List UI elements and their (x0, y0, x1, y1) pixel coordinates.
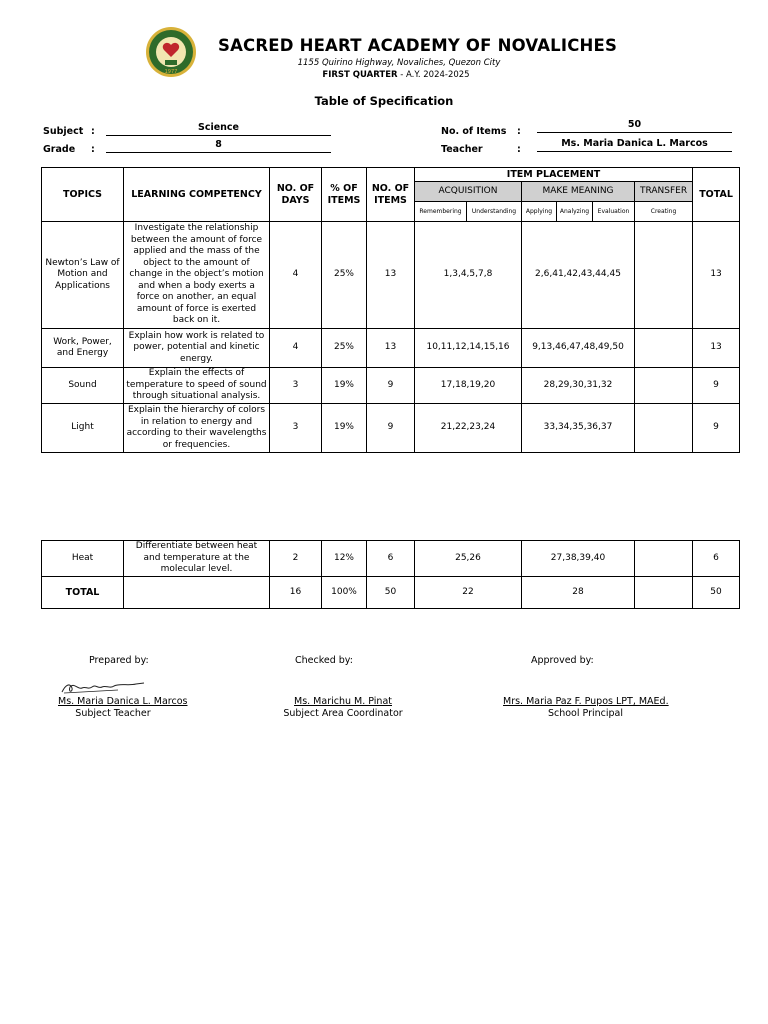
row-acquisition: 1,3,4,5,7,8 (415, 222, 522, 329)
header-topics: TOPICS (42, 168, 124, 222)
row-topic: Newton’s Law of Motion and Applications (42, 222, 124, 329)
header-creating: Creating (635, 202, 693, 222)
row-make-meaning: 2,6,41,42,43,44,45 (522, 222, 635, 329)
prepared-by-role: Subject Teacher (75, 708, 151, 719)
header-remembering: Remembering (415, 202, 467, 222)
school-address: 1155 Quirino Highway, Novaliches, Quezon City (297, 58, 501, 68)
row-topic: Work, Power, and Energy (42, 329, 124, 368)
row-items: 6 (367, 541, 415, 577)
approved-by-name: Mrs. Maria Paz F. Pupos LPT, MAEd. (503, 696, 669, 707)
totals-items: 50 (367, 577, 415, 609)
grade-colon: : (91, 144, 95, 155)
row-competency: Investigate the relationship between the amount of force applied and the mass of the object to the amount of change in the object’s motion and when a body exerts a force on another, an equal amount of force is exerted back on it. (124, 222, 270, 329)
header-item-placement: ITEM PLACEMENT (415, 168, 693, 182)
row-make-meaning: 28,29,30,31,32 (522, 368, 635, 404)
totals-row (42, 577, 740, 609)
row-competency: Explain the hierarchy of colors in relation to energy and according to their wavelengths or frequencies. (124, 404, 270, 453)
row-items: 9 (367, 368, 415, 404)
row-transfer (635, 329, 693, 368)
table-row (42, 329, 740, 368)
row-competency: Explain the effects of temperature to speed of sound through situational analysis. (124, 368, 270, 404)
totals-label: TOTAL (42, 577, 124, 609)
row-total: 9 (693, 404, 740, 453)
checked-by-name: Ms. Marichu M. Pinat (294, 696, 392, 707)
row-make-meaning: 33,34,35,36,37 (522, 404, 635, 453)
row-acquisition: 10,11,12,14,15,16 (415, 329, 522, 368)
header-items: NO. OF ITEMS (367, 168, 415, 222)
header-make-meaning: MAKE MEANING (522, 182, 635, 202)
row-transfer (635, 404, 693, 453)
grade-value: 8 (106, 139, 331, 153)
header-understanding: Understanding (467, 202, 522, 222)
teacher-colon: : (517, 144, 521, 155)
header-days: NO. OF DAYS (270, 168, 322, 222)
totals-acquisition: 22 (415, 577, 522, 609)
row-transfer (635, 541, 693, 577)
row-total: 13 (693, 329, 740, 368)
row-total: 9 (693, 368, 740, 404)
quarter-label: FIRST QUARTER (322, 70, 398, 80)
row-total: 6 (693, 541, 740, 577)
row-items: 9 (367, 404, 415, 453)
items-value: 50 (537, 119, 732, 133)
specification-table (41, 167, 740, 453)
subject-value: Science (106, 122, 331, 136)
items-label: No. of Items (441, 126, 507, 137)
row-items: 13 (367, 222, 415, 329)
table-row (42, 541, 740, 577)
row-days: 4 (270, 329, 322, 368)
header-competency: LEARNING COMPETENCY (124, 168, 270, 222)
header-evaluation: Evaluation (593, 202, 635, 222)
teacher-label: Teacher (441, 144, 483, 155)
header-transfer: TRANSFER (635, 182, 693, 202)
row-days: 2 (270, 541, 322, 577)
teacher-value: Ms. Maria Danica L. Marcos (537, 138, 732, 152)
row-percent: 25% (322, 222, 367, 329)
row-acquisition: 21,22,23,24 (415, 404, 522, 453)
prepared-by-name: Ms. Maria Danica L. Marcos (58, 696, 188, 707)
document-title: Table of Specification (314, 94, 454, 108)
quarter-line (0, 70, 768, 80)
subject-label: Subject (43, 126, 84, 137)
row-make-meaning: 9,13,46,47,48,49,50 (522, 329, 635, 368)
row-competency: Explain how work is related to power, potential and kinetic energy. (124, 329, 270, 368)
subject-colon: : (91, 126, 95, 137)
header-total: TOTAL (693, 168, 740, 222)
row-percent: 12% (322, 541, 367, 577)
row-acquisition: 17,18,19,20 (415, 368, 522, 404)
totals-days: 16 (270, 577, 322, 609)
academic-year: - A.Y. 2024-2025 (397, 70, 470, 80)
svg-text:1977: 1977 (164, 69, 178, 75)
totals-total: 50 (693, 577, 740, 609)
prepared-by-label: Prepared by: (89, 655, 149, 666)
row-competency: Differentiate between heat and temperature at the molecular level. (124, 541, 270, 577)
row-topic: Light (42, 404, 124, 453)
row-acquisition: 25,26 (415, 541, 522, 577)
row-days: 3 (270, 368, 322, 404)
totals-competency (124, 577, 270, 609)
header-analyzing: Analyzing (557, 202, 593, 222)
row-percent: 19% (322, 404, 367, 453)
items-colon: : (517, 126, 521, 137)
row-transfer (635, 222, 693, 329)
totals-make-meaning: 28 (522, 577, 635, 609)
header-applying: Applying (522, 202, 557, 222)
row-days: 4 (270, 222, 322, 329)
specification-table-continued (41, 540, 740, 609)
approved-by-role: School Principal (547, 708, 624, 719)
row-transfer (635, 368, 693, 404)
row-percent: 19% (322, 368, 367, 404)
table-row (42, 368, 740, 404)
row-days: 3 (270, 404, 322, 453)
school-name: SACRED HEART ACADEMY OF NOVALICHES (218, 36, 618, 55)
row-total: 13 (693, 222, 740, 329)
totals-percent: 100% (322, 577, 367, 609)
header-percent: % OF ITEMS (322, 168, 367, 222)
header-acquisition: ACQUISITION (415, 182, 522, 202)
table-row (42, 222, 740, 329)
approved-by-label: Approved by: (531, 655, 594, 666)
grade-label: Grade (43, 144, 76, 155)
row-topic: Sound (42, 368, 124, 404)
table-row (42, 404, 740, 453)
checked-by-role: Subject Area Coordinator (283, 708, 403, 719)
checked-by-label: Checked by: (295, 655, 353, 666)
row-topic: Heat (42, 541, 124, 577)
row-items: 13 (367, 329, 415, 368)
totals-transfer (635, 577, 693, 609)
row-percent: 25% (322, 329, 367, 368)
row-make-meaning: 27,38,39,40 (522, 541, 635, 577)
